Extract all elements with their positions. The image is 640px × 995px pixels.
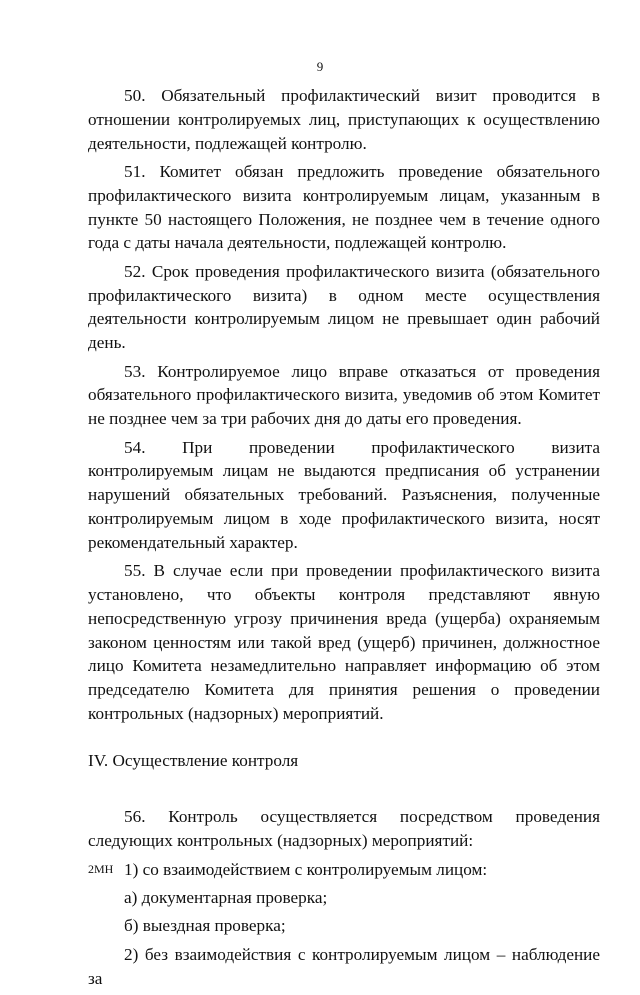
list-item-a: а) документарная проверка; [124,888,328,908]
paragraph-54: 54. При проведении профилактического визита контролируемым лицам не выдаются предписания об устранении нарушений обязательных требований. Разъяснения, полученные контролируемым лицом в ходе профилактического визита, носят рекомендательный характер. [88,437,600,552]
list-item-2: 2) без взаимодействия с контролируемым лицом – наблюдение за [88,944,600,988]
paragraph-55: 55. В случае если при проведении профилактического визита установлено, что объекты контроля представляют явную непосредственную угрозу причинения вреда (ущерба) охраняемым законом ценностям или такой вред (ущерб) причинен, должностное лицо Комитета незамедлительно направляет информацию об этом председателю Комитета для принятия решения о проведении контрольных (надзорных) мероприятий. [88,561,600,723]
paragraph-52: 52. Срок проведения профилактического визита (обязательного профилактического визита) в одном месте осуществления деятельности контролируемым лицом не превышает один рабочий день. [88,261,600,353]
paragraph-50: 50. Обязательный профилактический визит проводится в отношении контролируемых лиц, приступающих к осуществлению деятельности, подлежащей контролю. [88,86,600,153]
section-heading: IV. Осуществление контроля [88,750,299,770]
paragraph-53: 53. Контролируемое лицо вправе отказаться от проведения обязательного профилактического визита, уведомив об этом Комитет не позднее чем за три рабочих дня до даты его проведения. [88,361,600,429]
list-item-1: 1) со взаимодействием с контролируемым лицом: [124,859,488,879]
page-number: 9 [316,59,324,74]
paragraph-51: 51. Комитет обязан предложить проведение обязательного профилактического визита контролируемым лицам, указанным в пункте 50 настоящего Положения, не позднее чем в течение одного года с даты начала деятельности, подлежащей контролю. [88,161,600,253]
paragraph-56: 56. Контроль осуществляется посредством проведения следующих контрольных (надзорных) мероприятий: [88,807,600,851]
footer-code: 2МН [88,862,114,876]
document-body [88,84,600,995]
list-item-b: б) выездная проверка; [124,916,286,936]
